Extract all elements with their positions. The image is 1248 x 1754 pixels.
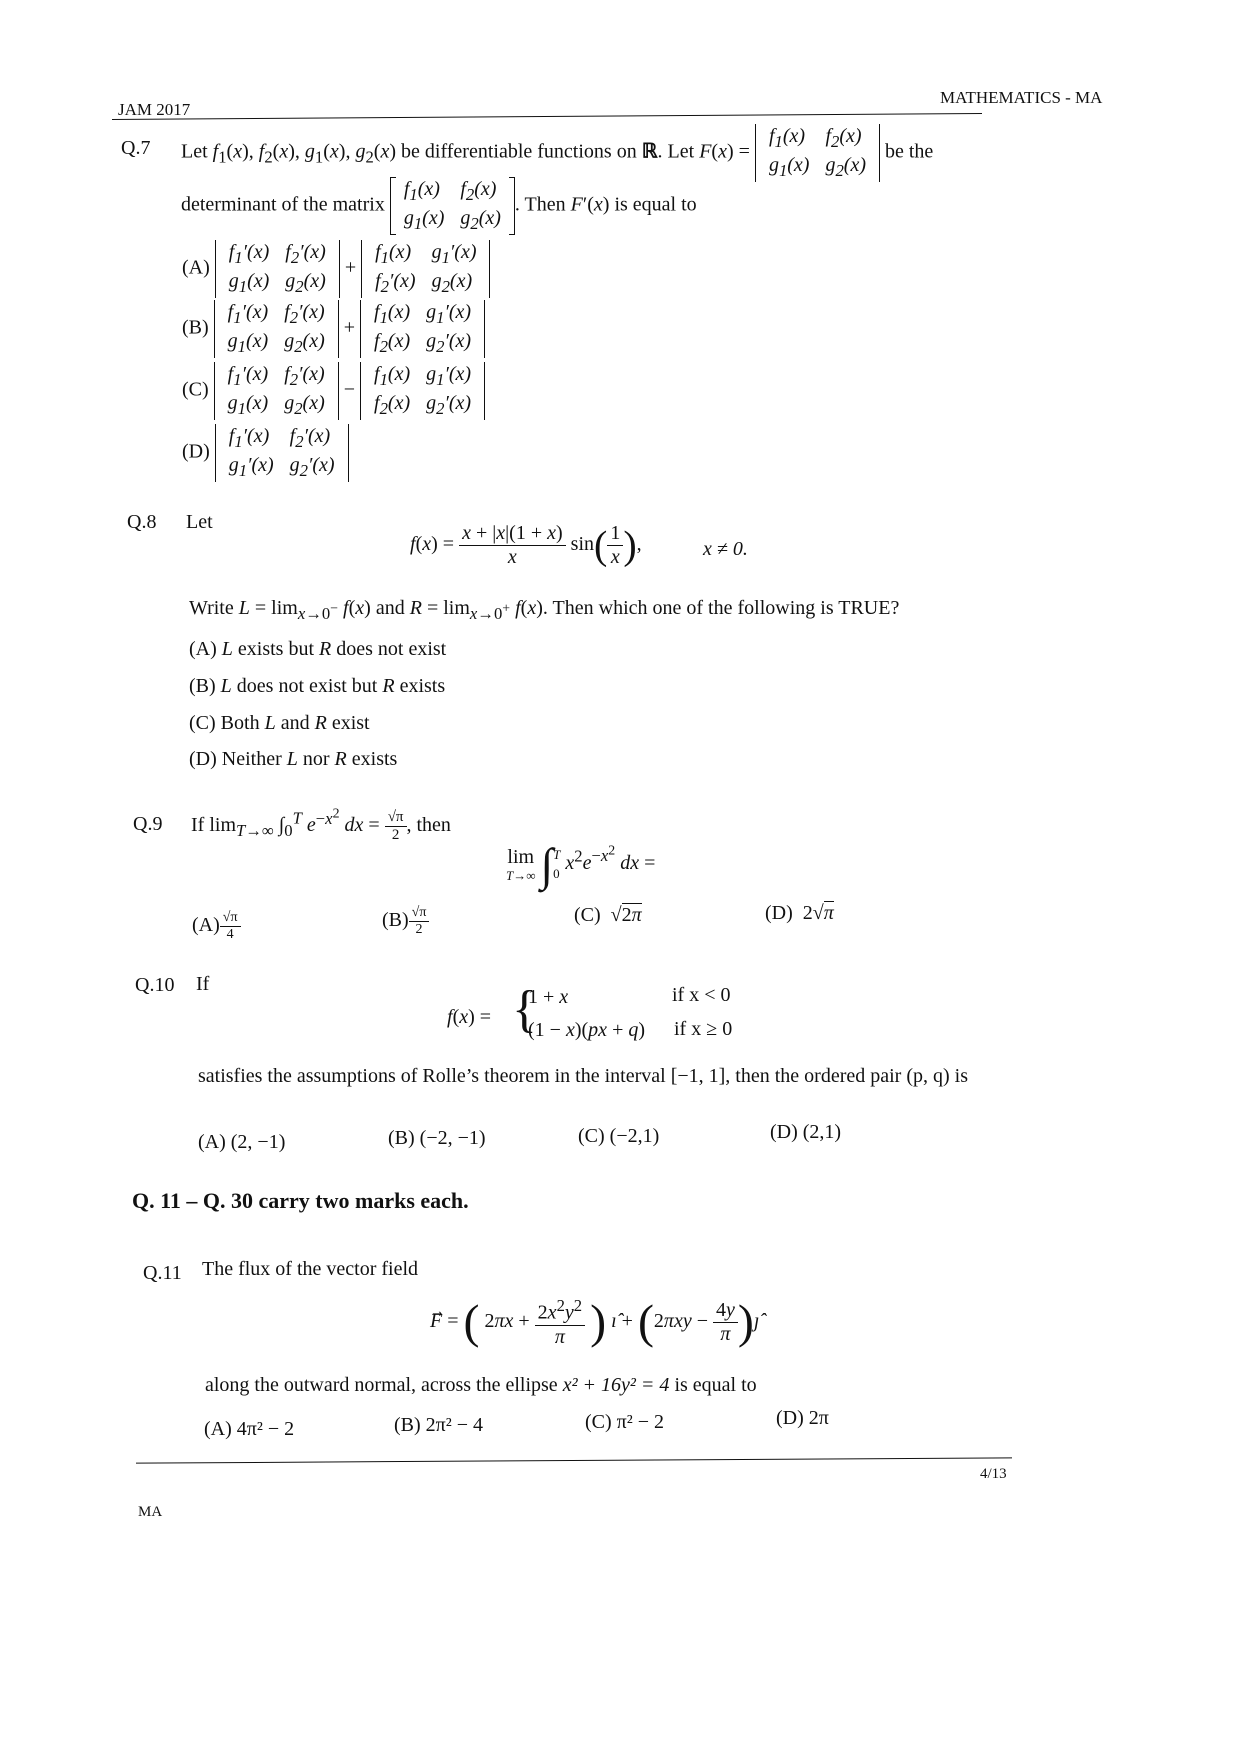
q11-option-c[interactable]: (C) π² − 2 xyxy=(585,1411,665,1433)
q8-option-c-pre: Both xyxy=(220,712,265,734)
q7-equal: is equal to xyxy=(614,193,697,216)
q9-option-a[interactable]: (A) $\frac{√\pi}{4}$ xyxy=(192,910,241,943)
q8-option-c-label: (C) xyxy=(189,712,216,734)
q8-stem: Write $L = \lim_{x\to 0^-} f(x)$ and $R = \lim_{x\to 0^+} f(x)$. Then which one of the following is TRUE? xyxy=(189,597,900,623)
q8-option-d-pre: Neither xyxy=(221,748,287,770)
q7-determinant-F: $f_1(x)$ $f_2(x)$ $g_1(x)$ $g_2(x)$ xyxy=(755,124,880,182)
q7-letF: . Let xyxy=(657,140,695,163)
q7-then: . Then xyxy=(514,193,566,216)
q9-option-d[interactable]: (D) 2√π xyxy=(765,902,834,924)
q8-question: . Then which one of the following is TRUE? xyxy=(542,597,900,619)
q7-b-det1: $f_1'(x)$ $f_2'(x)$ $g_1(x)$ $g_2(x)$ xyxy=(214,300,339,358)
q9-if: If xyxy=(191,814,205,837)
q10-case1: 1 + x xyxy=(528,986,569,1008)
q8-write: Write xyxy=(189,597,234,619)
q9-then: , then xyxy=(406,814,451,837)
q10-case1-cond: if x < 0 xyxy=(672,984,731,1006)
q7-option-c[interactable]: (C) $f_1'(x)$ $f_2'(x)$ $g_1(x)$ $g_2(x)$ − $f_1(x)$ $g_1'(x)$ $f_2(x)$ $g_2'(x)$ xyxy=(182,362,485,420)
q8-option-c-r: R xyxy=(314,712,327,734)
q7-option-a-label: (A) xyxy=(182,256,210,279)
q7-stem-line2: determinant of the matrix $f_1(x)$ $f_2(x)$ $g_1(x)$ $g_2(x)$ . Then F′(x) is equal to xyxy=(181,178,697,233)
q10-option-c[interactable]: (C) (−2,1) xyxy=(578,1125,660,1147)
q11-option-a[interactable]: (A) 4π² − 2 xyxy=(204,1418,295,1440)
q10-option-a[interactable]: (A) (2, −1) xyxy=(198,1131,286,1153)
q8-option-a-r: R xyxy=(319,638,332,660)
q7-option-d-label: (D) xyxy=(182,440,210,463)
q10-text: satisfies the assumptions of Rolle’s theorem in the interval [−1, 1], then the ordered pair (p, q) is xyxy=(198,1065,968,1087)
q8-option-d-r: R xyxy=(334,748,347,770)
q7-intro: be differentiable functions on xyxy=(401,140,637,163)
q9-limit: lim T→∞ ∫T 0 $x^2e^{-x^2}$ dx = xyxy=(506,839,656,890)
q9-option-c-label: (C) xyxy=(574,904,601,926)
q8-option-b-post: exists xyxy=(394,675,446,697)
q9-option-b[interactable]: (B) $\frac{√\pi}{2}$ xyxy=(382,905,429,938)
q8-option-b-mid: does not exist but xyxy=(231,675,383,697)
q11-text-main: along the outward normal, across the ellipse xyxy=(205,1374,558,1396)
q7-option-d[interactable] xyxy=(182,424,349,482)
q11-text xyxy=(205,1374,757,1397)
q7-determinant-text: determinant of the matrix xyxy=(181,193,385,216)
header-left: JAM 2017 xyxy=(118,100,191,119)
q8-option-a-label: (A) xyxy=(189,638,217,660)
q8-option-a-l: L xyxy=(221,638,233,660)
q7-b-det2: $f_1(x)$ $g_1'(x)$ $f_2(x)$ $g_2'(x)$ xyxy=(360,300,485,358)
q8-option-b-label: (B) xyxy=(189,675,216,697)
q11-number: Q.11 xyxy=(143,1262,182,1284)
q11-option-b[interactable]: (B) 2π² − 4 xyxy=(394,1414,484,1436)
q9-option-c[interactable]: (C) √2π xyxy=(574,904,642,926)
header-rule xyxy=(112,113,982,120)
q8-number: Q.8 xyxy=(127,511,157,533)
q8-option-d-l: L xyxy=(286,748,298,770)
q10-case2: (1 − x)(px + q) xyxy=(528,1019,646,1041)
q9-number: Q.9 xyxy=(133,813,163,835)
q8-option-b-l: L xyxy=(220,675,232,697)
q8-option-d-mid: nor xyxy=(297,748,335,770)
q11-tail: is equal to xyxy=(674,1374,757,1396)
q8-option-a-mid: exists but xyxy=(232,638,320,660)
q8-fraction: $\frac{x + |x|(1 + x)}{x}$ xyxy=(459,522,566,569)
q11-intro: The flux of the vector field xyxy=(202,1258,419,1280)
q7-option-b[interactable]: (B) $f_1'(x)$ $f_2'(x)$ $g_1(x)$ $g_2(x)$ + $f_1(x)$ $g_1'(x)$ $f_2(x)$ $g_2'(x)$ xyxy=(182,300,485,358)
q9-option-b-label: (B) xyxy=(382,909,409,932)
section-heading: Q. 11 – Q. 30 carry two marks each. xyxy=(132,1188,469,1213)
q7-be-the: be the xyxy=(885,140,934,163)
q7-c-det2: $f_1(x)$ $g_1'(x)$ $f_2(x)$ $g_2'(x)$ xyxy=(360,362,485,420)
q7-option-a[interactable]: (A) $f_1'(x)$ $f_2'(x)$ $g_1(x)$ $g_2(x)$ + $f_1(x)$ $g_1'(x)$ $f_2'(x)$ $g_2(x)$ xyxy=(182,240,490,298)
q10-number: Q.10 xyxy=(135,974,175,996)
footer-left: MA xyxy=(138,1504,163,1520)
page-number: 4/13 xyxy=(980,1466,1007,1482)
q9-stem: If $\lim_{T\to\infty} \int_0^T$ $e^{-x^2}$ dx = $\frac{√\pi}{2}$ , then xyxy=(191,806,451,844)
q8-option-a[interactable] xyxy=(189,638,446,661)
q8-option-c-post: exist xyxy=(326,712,370,734)
footer-rule xyxy=(136,1457,1012,1463)
q8-and: and xyxy=(375,597,405,619)
q7-matrix: $f_1(x)$ $f_2(x)$ $g_1(x)$ $g_2(x)$ xyxy=(390,177,515,235)
q10-option-d[interactable]: (D) (2,1) xyxy=(770,1121,842,1143)
q8-option-b-r: R xyxy=(382,675,395,697)
q10-brace: { xyxy=(512,981,537,1038)
q7-let: Let xyxy=(181,140,208,163)
q7-option-b-label: (B) xyxy=(182,316,209,339)
q9-option-a-label: (A) xyxy=(192,914,220,937)
q10-option-b[interactable]: (B) (−2, −1) xyxy=(388,1127,486,1149)
q7-number: Q.7 xyxy=(121,137,151,159)
q10-case2-cond: if x ≥ 0 xyxy=(674,1018,733,1040)
q8-option-c[interactable] xyxy=(189,712,370,735)
q9-option-d-label: (D) xyxy=(765,902,793,924)
q7-real-symbol: ℝ xyxy=(641,140,658,163)
q8-condition: x ≠ 0. xyxy=(703,538,748,560)
q8-option-c-l: L xyxy=(264,712,276,734)
q7-c-det1: $f_1'(x)$ $f_2'(x)$ $g_1(x)$ $g_2(x)$ xyxy=(214,362,339,420)
q11-option-d[interactable]: (D) 2π xyxy=(776,1407,829,1429)
q11-ellipse: x² + 16y² = 4 xyxy=(562,1374,670,1396)
q8-function: f(x) = $\frac{x + |x|(1 + x)}{x}$ sin( $\frac{1}{x}$ ), xyxy=(410,522,642,568)
q8-option-d-post: exists xyxy=(346,748,398,770)
q8-option-d[interactable] xyxy=(189,748,397,771)
q7-option-c-label: (C) xyxy=(182,378,209,401)
q8-option-c-mid: and xyxy=(275,712,315,734)
q7-d-det: $f_1'(x)$ $f_2'(x)$ $g_1'(x)$ $g_2'(x)$ xyxy=(215,424,349,482)
q11-vector-field: F⃗ = ( 2πx + $\frac{2x^2y^2}{\pi}$ ) ı̂ + (2πxy − $\frac{4y}{\pi}$ )ȷ̂ xyxy=(430,1295,760,1349)
q7-a-det1: $f_1'(x)$ $f_2'(x)$ $g_1(x)$ $g_2(x)$ xyxy=(215,240,340,298)
q8-option-a-post: does not exist xyxy=(331,638,447,660)
header-right: MATHEMATICS - MA xyxy=(940,88,1103,107)
q8-option-d-label: (D) xyxy=(189,748,217,770)
q10-if: If xyxy=(196,973,210,995)
q8-let: Let xyxy=(186,511,213,533)
q8-option-b[interactable] xyxy=(189,675,445,698)
q7-stem: Let $f_1(x)$, $f_2(x)$, $g_1(x)$, $g_2(x)$ be differentiable functions on ℝ. Let F(x) = $f_1(x)$ $f_2(x)$ $g_1(x)$ $g_2(x)$ be the xyxy=(181,125,934,180)
q7-a-det2: $f_1(x)$ $g_1'(x)$ $f_2'(x)$ $g_2(x)$ xyxy=(361,240,490,298)
q10-lhs: f(x) = xyxy=(447,1006,492,1028)
